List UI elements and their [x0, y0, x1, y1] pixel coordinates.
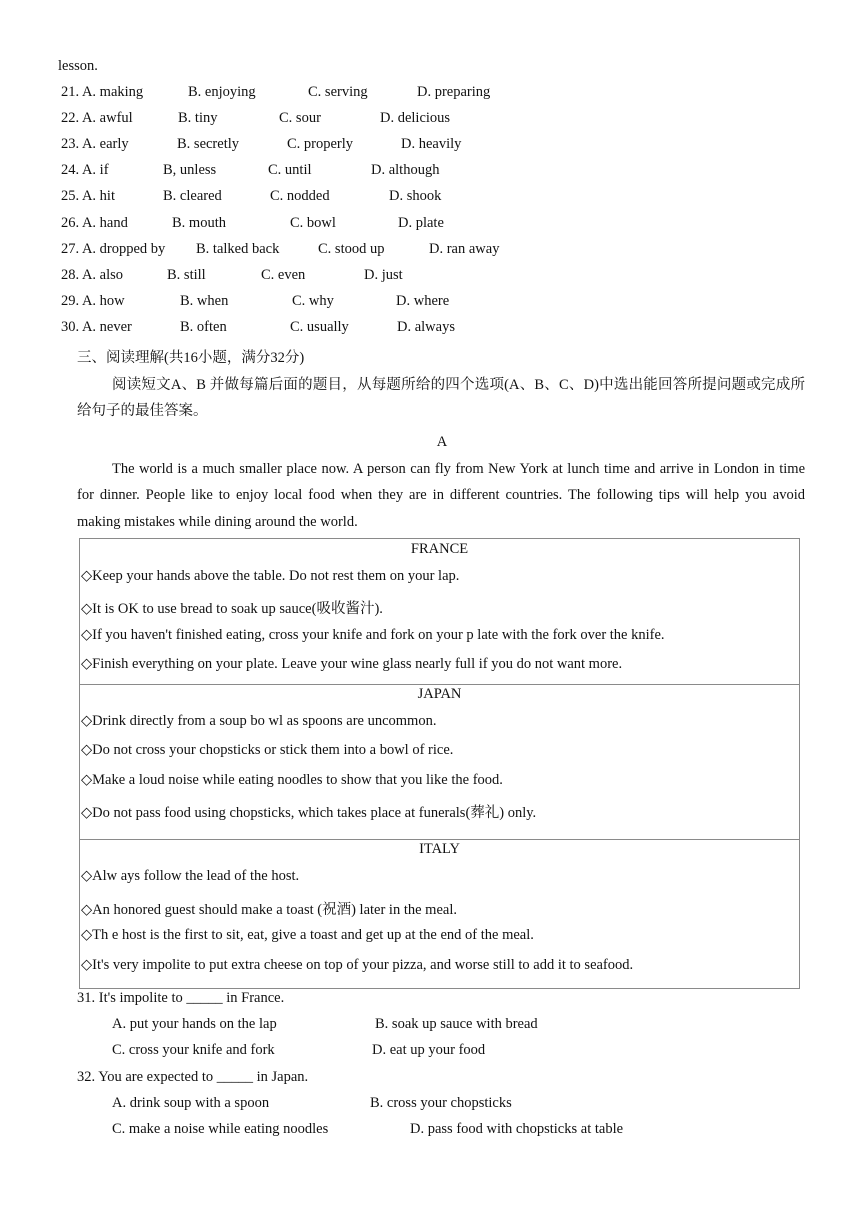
option-a: 25. A. hit	[61, 188, 115, 204]
option-b: B. soak up sauce with bread	[375, 1016, 538, 1032]
tip-row: ◇It is OK to use bread to soak up sauce(吸收酱汁).	[81, 601, 383, 617]
tip-row: ◇Do not pass food using chopsticks, which takes place at funerals(葬礼) only.	[81, 805, 537, 821]
option-c: C. nodded	[270, 188, 330, 204]
dining-tips-table	[79, 538, 800, 989]
option-a: A. put your hands on the lap	[112, 1016, 277, 1032]
option-b: B. cleared	[163, 188, 222, 204]
table-section-france	[80, 539, 799, 684]
question-stem: 31. It's impolite to _____ in France.	[77, 990, 285, 1006]
option-d: D. just	[364, 267, 403, 283]
question-stem: 32. You are expected to _____ in Japan.	[77, 1069, 309, 1085]
option-a: 24. A. if	[61, 162, 109, 178]
option-b: B. enjoying	[188, 84, 256, 100]
option-c: C. serving	[308, 84, 368, 100]
tip-row: ◇Th e host is the first to sit, eat, give a toast and get up at the end of the meal.	[81, 927, 534, 943]
option-b: B. often	[180, 319, 227, 335]
option-c: C. why	[292, 293, 334, 309]
option-a: 29. A. how	[61, 293, 125, 309]
option-c: C. stood up	[318, 241, 385, 257]
option-a: A. drink soup with a spoon	[112, 1095, 270, 1111]
table-section-italy	[80, 839, 799, 989]
option-d: D. where	[396, 293, 450, 309]
option-c: C. even	[261, 267, 306, 283]
option-b: B, unless	[163, 162, 217, 178]
option-b: B. tiny	[178, 110, 218, 126]
tip-row: ◇Keep your hands above the table. Do not rest them on your lap.	[81, 568, 460, 584]
passage-fragment: lesson.	[58, 58, 98, 74]
option-b: B. secretly	[177, 136, 240, 152]
tip-row: ◇Alw ays follow the lead of the host.	[81, 868, 300, 884]
option-b: B. cross your chopsticks	[370, 1095, 512, 1111]
option-c: C. usually	[290, 319, 349, 335]
option-c: C. cross your knife and fork	[112, 1042, 275, 1058]
option-b: B. mouth	[172, 215, 226, 231]
passage-intro: The world is a much smaller place now. A person can fly from New York at lunch time and arrive in London in time for dinner. People like to enjoy local food when they are in different countries. The following tips will help you avoid making mistakes while dining around the world.	[77, 461, 805, 530]
section-instruction: 阅读短文A、B 并做每篇后面的题目，从每题所给的四个选项(A、B、C、D)中选出能回答所提问题或完成所给句子的最佳答案。	[77, 377, 805, 420]
option-d: D. pass food with chopsticks at table	[410, 1121, 624, 1137]
tip-row: ◇Finish everything on your plate. Leave your wine glass nearly full if you do not want more.	[81, 656, 623, 672]
section-heading: 三、阅读理解(共16小题，满分32分)	[77, 350, 305, 366]
option-a: 28. A. also	[61, 267, 124, 283]
option-b: B. talked back	[196, 241, 280, 257]
tip-row: ◇Drink directly from a soup bo wl as spoons are uncommon.	[81, 713, 437, 729]
option-d: D. plate	[398, 215, 444, 231]
option-b: B. still	[167, 267, 206, 283]
option-c: C. until	[268, 162, 312, 178]
passage-letter: A	[436, 434, 448, 450]
option-c: C. bowl	[290, 215, 336, 231]
tip-row: ◇Make a loud noise while eating noodles to show that you like the food.	[81, 772, 503, 788]
country-heading: JAPAN	[417, 686, 462, 702]
country-heading: ITALY	[419, 841, 460, 857]
option-d: D. preparing	[417, 84, 491, 100]
tip-row: ◇An honored guest should make a toast (祝酒) later in the meal.	[81, 902, 457, 918]
table-section-japan	[80, 684, 799, 840]
option-a: 26. A. hand	[61, 215, 128, 231]
tip-row: ◇If you haven't finished eating, cross your knife and fork on your p late with the fork over the knife.	[81, 627, 665, 643]
option-d: D. always	[397, 319, 455, 335]
option-d: D. eat up your food	[372, 1042, 486, 1058]
option-a: 22. A. awful	[61, 110, 133, 126]
option-a: 27. A. dropped by	[61, 241, 166, 257]
option-c: C. sour	[279, 110, 321, 126]
option-d: D. although	[371, 162, 440, 178]
option-a: 23. A. early	[61, 136, 129, 152]
option-a: 21. A. making	[61, 84, 144, 100]
tip-row: ◇Do not cross your chopsticks or stick them into a bowl of rice.	[81, 742, 454, 758]
option-d: D. ran away	[429, 241, 500, 257]
option-d: D. delicious	[380, 110, 451, 126]
option-b: B. when	[180, 293, 229, 309]
option-a: 30. A. never	[61, 319, 132, 335]
option-d: D. heavily	[401, 136, 462, 152]
option-c: C. make a noise while eating noodles	[112, 1121, 329, 1137]
option-c: C. properly	[287, 136, 354, 152]
option-d: D. shook	[389, 188, 442, 204]
country-heading: FRANCE	[410, 541, 469, 557]
tip-row: ◇It's very impolite to put extra cheese on top of your pizza, and worse still to add it to seafood.	[81, 957, 634, 973]
